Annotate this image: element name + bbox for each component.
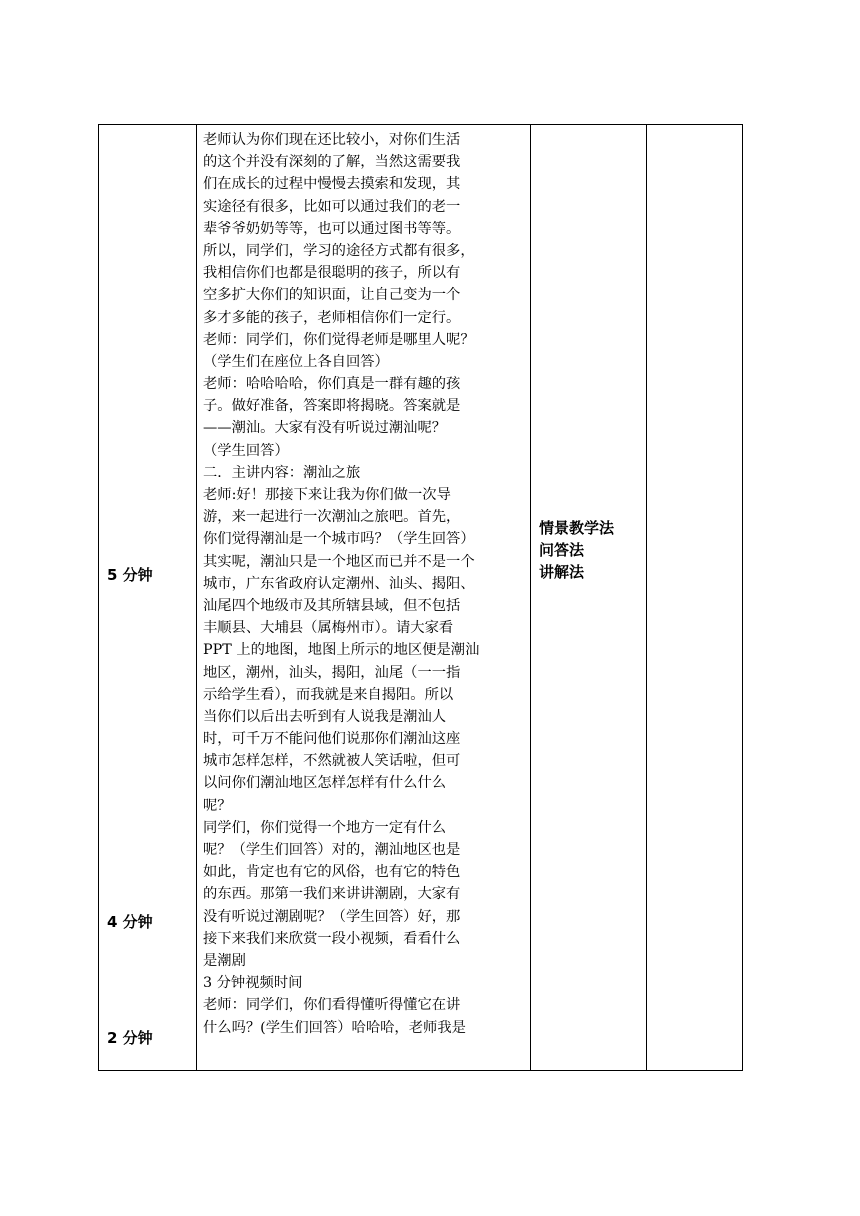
content-line: 当你们以后出去听到有人说我是潮汕人: [203, 708, 447, 725]
content-line: 接下来我们来欣赏一段小视频，看看什么: [203, 930, 461, 947]
content-line: 呢？: [203, 797, 232, 814]
content-line: 的东西。那第一我们来讲讲潮剧，大家有: [203, 886, 461, 903]
time-label: 2 分钟: [107, 1029, 153, 1047]
content-line: 老师：同学们，你们觉得老师是哪里人呢？: [203, 331, 475, 348]
content-line: 是潮剧: [203, 952, 246, 969]
method-label: 问答法: [539, 541, 585, 559]
notes-cell: [647, 125, 742, 1070]
content-line: 我相信你们也都是很聪明的孩子，所以有: [203, 265, 461, 282]
content-line: 辈爷爷奶奶等等，也可以通过图书等等。: [203, 220, 461, 237]
teaching-methods: [539, 517, 614, 583]
content-line: 老师：同学们，你们看得懂听得懂它在讲: [203, 997, 461, 1014]
content-line: （学生们在座位上各自回答）: [203, 353, 389, 370]
lesson-plan-table: [98, 124, 743, 1071]
lesson-content: [197, 125, 530, 1039]
content-line: 空多扩大你们的知识面，让自己变为一个: [203, 287, 461, 304]
content-line: 没有听说过潮剧呢？（学生回答）好，那: [203, 908, 461, 925]
content-line: 地区，潮州，汕头，揭阳，汕尾（一一指: [203, 664, 461, 681]
content-line: 的这个并没有深刻的了解，当然这需要我: [203, 154, 461, 171]
content-line: ——潮汕。大家有没有听说过潮汕呢？: [203, 420, 447, 437]
content-line: 城市怎样怎样，不然就被人笑话啦，但可: [203, 753, 461, 770]
content-line: 同学们，你们觉得一个地方一定有什么: [203, 819, 447, 836]
content-line: 丰顺县、大埔县（属梅州市）。请大家看: [203, 620, 454, 637]
notes-column: [647, 125, 743, 1071]
content-line: 汕尾四个地级市及其所辖县域，但不包括: [203, 597, 461, 614]
time-column: [99, 125, 197, 1071]
content-line: PPT 上的地图，地图上所示的地区便是潮汕: [203, 642, 480, 659]
content-line: 老师:好！那接下来让我为你们做一次导: [203, 487, 451, 503]
content-line: 二．主讲内容：潮汕之旅: [203, 464, 361, 481]
content-line: 所以，同学们，学习的途径方式都有很多，: [203, 242, 475, 259]
content-line: 多才多能的孩子，老师相信你们一定行。: [203, 309, 461, 326]
content-line: 子。做好准备，答案即将揭晓。答案就是: [203, 398, 461, 415]
method-label: 情景教学法: [539, 519, 615, 537]
content-line: 老师：哈哈哈哈，你们真是一群有趣的孩: [203, 376, 461, 393]
content-line: 们在成长的过程中慢慢去摸索和发现，其: [203, 176, 461, 193]
method-column: [531, 125, 647, 1071]
content-column: [197, 125, 531, 1071]
content-line: 什么吗？(学生们回答）哈哈哈，老师我是: [203, 1019, 466, 1036]
content-line: 时，可千万不能问他们说那你们潮汕这座: [203, 731, 461, 748]
content-line: 你们觉得潮汕是一个城市吗？（学生回答）: [203, 531, 475, 548]
content-line: 其实呢，潮汕只是一个地区而已并不是一个: [203, 553, 475, 570]
content-line: 以问你们潮汕地区怎样怎样有什么什么: [203, 775, 447, 792]
content-line: 实途径有很多，比如可以通过我们的老一: [203, 198, 461, 215]
content-line: 老师认为你们现在还比较小，对你们生活: [203, 132, 461, 148]
content-line: 示给学生看），而我就是来自揭阳。所以: [203, 686, 454, 703]
content-line: 3 分钟视频时间: [203, 975, 303, 992]
content-line: 游，来一起进行一次潮汕之旅吧。首先，: [203, 509, 461, 526]
method-label: 讲解法: [539, 563, 585, 581]
content-line: 如此，肯定也有它的风俗，也有它的特色: [203, 864, 461, 881]
content-line: 呢？（学生们回答）对的，潮汕地区也是: [203, 842, 461, 858]
time-label: 5 分钟: [107, 566, 153, 584]
content-line: 城市，广东省政府认定潮州、汕头、揭阳、: [203, 575, 475, 592]
time-label: 4 分钟: [107, 913, 153, 931]
content-line: （学生回答）: [203, 442, 289, 459]
table-row: [99, 125, 743, 1071]
